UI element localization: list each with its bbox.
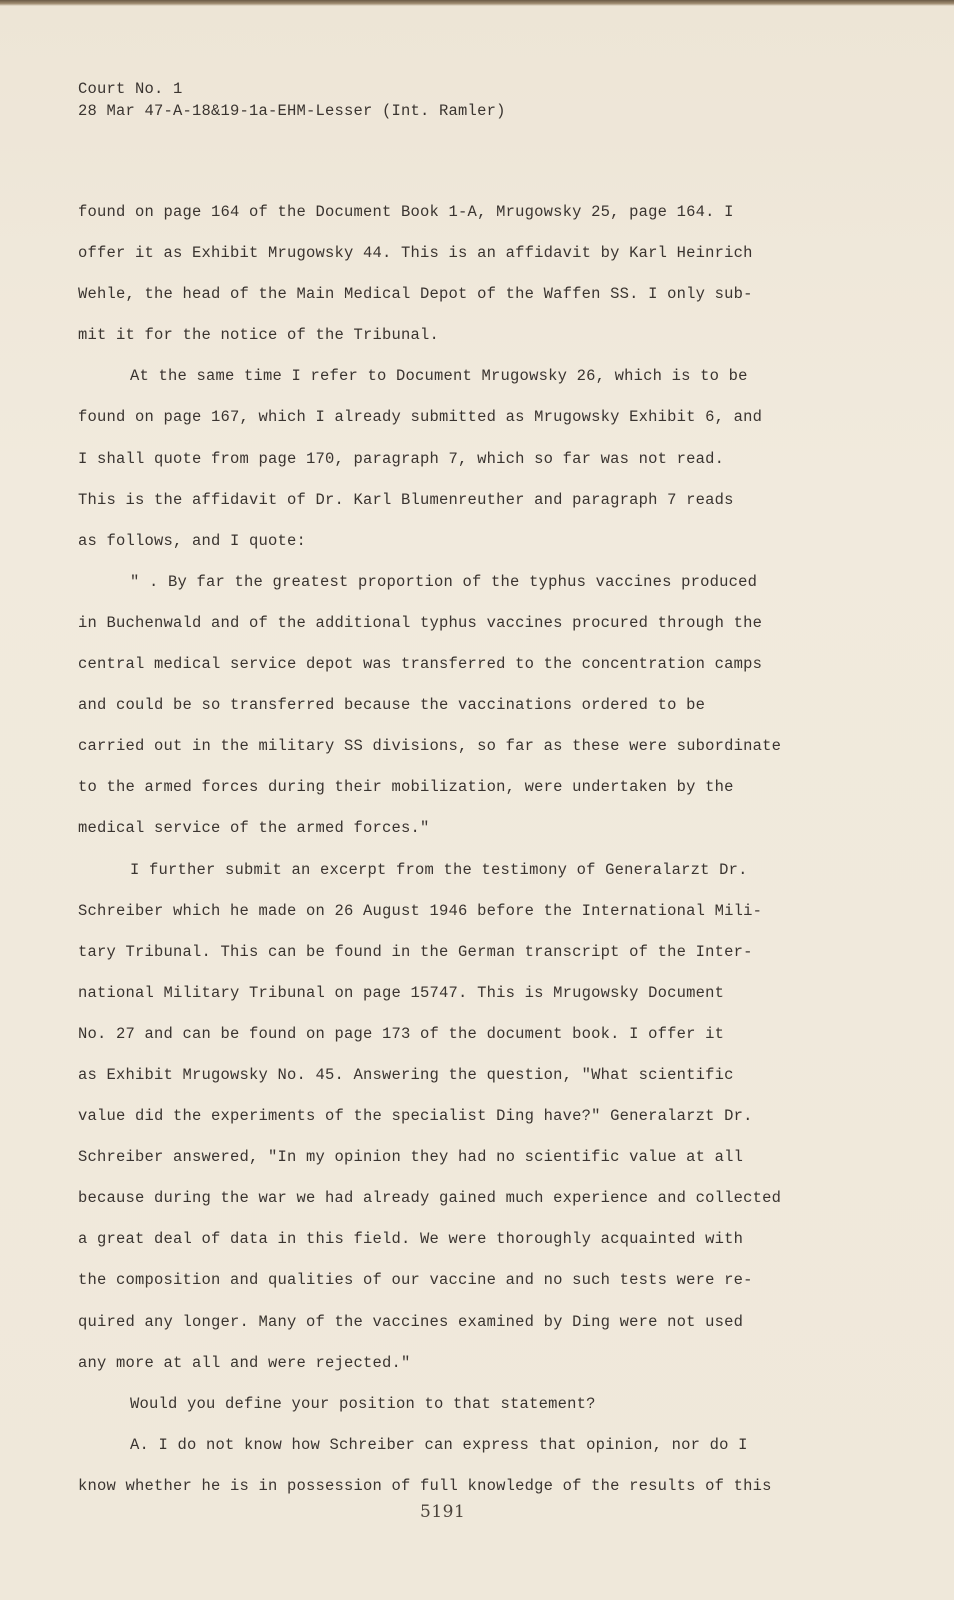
transcript-line: " . By far the greatest proportion of the typhus vaccines produced: [130, 572, 758, 591]
transcript-line: the composition and qualities of our vaccine and no such tests were re-: [78, 1271, 753, 1290]
transcript-line: because during the war we had already gained much experience and collected: [78, 1189, 782, 1208]
transcript-line: I further submit an excerpt from the testimony of Generalarzt Dr.: [130, 860, 748, 879]
transcript-line: Schreiber answered, "In my opinion they had no scientific value at all: [78, 1148, 744, 1167]
transcript-line: A. I do not know how Schreiber can express that opinion, nor do I: [130, 1435, 748, 1454]
transcript-line: mit it for the notice of the Tribunal.: [78, 326, 440, 345]
transcript-line: offer it as Exhibit Mrugowsky 44. This is an affidavit by Karl Heinrich: [78, 244, 753, 263]
court-number: Court No. 1: [78, 80, 183, 98]
transcript-body: [78, 198, 838, 1513]
transcript-line: quired any longer. Many of the vaccines examined by Ding were not used: [78, 1312, 744, 1331]
transcript-line: and could be so transferred because the vaccinations ordered to be: [78, 696, 706, 715]
transcript-line: This is the affidavit of Dr. Karl Blumenreuther and paragraph 7 reads: [78, 490, 734, 509]
transcript-line: At the same time I refer to Document Mrugowsky 26, which is to be: [130, 367, 748, 386]
session-reference: 28 Mar 47-A-18&19-1a-EHM-Lesser (Int. Ramler): [78, 102, 506, 120]
transcript-line: Schreiber which he made on 26 August 1946 before the International Mili-: [78, 901, 763, 920]
transcript-line: as Exhibit Mrugowsky No. 45. Answering the question, "What scientific: [78, 1065, 734, 1084]
transcript-line: as follows, and I quote:: [78, 531, 307, 550]
page-top-edge: [0, 0, 954, 6]
transcript-line: No. 27 and can be found on page 173 of the document book. I offer it: [78, 1024, 725, 1043]
transcript-line: medical service of the armed forces.": [78, 819, 430, 838]
transcript-line: a great deal of data in this field. We were thoroughly acquainted with: [78, 1230, 744, 1249]
transcript-line: know whether he is in possession of full knowledge of the results of this: [78, 1476, 772, 1495]
transcript-line: found on page 164 of the Document Book 1-A, Mrugowsky 25, page 164. I: [78, 203, 734, 221]
transcript-line: Wehle, the head of the Main Medical Depot of the Waffen SS. I only sub-: [78, 285, 753, 304]
transcript-line: central medical service depot was transferred to the concentration camps: [78, 655, 763, 674]
transcript-line: I shall quote from page 170, paragraph 7, which so far was not read.: [78, 449, 725, 468]
transcript-line: Would you define your position to that statement?: [130, 1394, 596, 1413]
transcript-line: tary Tribunal. This can be found in the German transcript of the Inter-: [78, 942, 753, 961]
transcript-line: national Military Tribunal on page 15747. This is Mrugowsky Document: [78, 983, 725, 1002]
transcript-line: value did the experiments of the specialist Ding have?" Generalarzt Dr.: [78, 1107, 753, 1126]
transcript-line: any more at all and were rejected.": [78, 1353, 411, 1372]
transcript-line: found on page 167, which I already submitted as Mrugowsky Exhibit 6, and: [78, 408, 763, 427]
transcript-line: to the armed forces during their mobilization, were undertaken by the: [78, 778, 734, 797]
transcript-line: carried out in the military SS divisions, so far as these were subordinate: [78, 737, 782, 756]
transcript-line: in Buchenwald and of the additional typhus vaccines procured through the: [78, 613, 763, 632]
page-number: 5191: [420, 1502, 466, 1522]
document-header: [78, 78, 506, 122]
